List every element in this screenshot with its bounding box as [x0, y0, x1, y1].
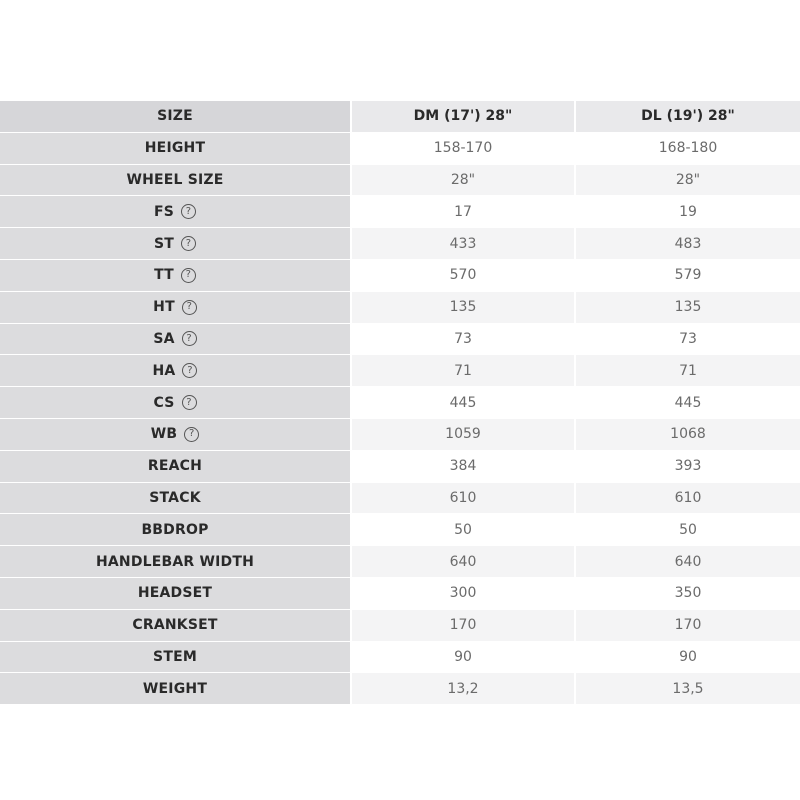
value-dl: 13,5: [576, 673, 800, 704]
table-row: [0, 483, 800, 515]
row-label: TT: [154, 267, 174, 284]
table-row: [0, 165, 800, 197]
value-dm: 610: [352, 483, 576, 514]
value-dm: 13,2: [352, 673, 576, 704]
row-label: HANDLEBAR WIDTH: [95, 553, 255, 570]
value-dl: 350: [576, 578, 800, 609]
row-label-cell: [0, 546, 352, 577]
question-circle-icon[interactable]: ?: [181, 268, 196, 283]
question-circle-icon[interactable]: ?: [184, 427, 199, 442]
value-dl: 483: [576, 228, 800, 259]
row-label-cell: [0, 133, 352, 164]
row-label: WEIGHT: [142, 680, 208, 697]
header-size-label: SIZE: [0, 101, 352, 132]
row-label: CRANKSET: [132, 617, 218, 634]
row-label-cell: [0, 483, 352, 514]
value-dl: 168-180: [576, 133, 800, 164]
table-row: [0, 514, 800, 546]
value-dm: 28": [352, 165, 576, 196]
row-label-cell: [0, 387, 352, 418]
value-dm: 71: [352, 355, 576, 386]
question-circle-icon[interactable]: ?: [182, 363, 197, 378]
question-circle-icon[interactable]: ?: [182, 395, 197, 410]
header-size-dl: DL (19') 28": [576, 101, 800, 132]
table-row: [0, 355, 800, 387]
row-label: REACH: [147, 458, 203, 475]
row-label-cell: [0, 260, 352, 291]
row-label: HT: [153, 299, 175, 316]
value-dm: 384: [352, 451, 576, 482]
value-dm: 90: [352, 642, 576, 673]
question-circle-icon[interactable]: ?: [182, 331, 197, 346]
row-label: FS: [153, 203, 175, 220]
value-dl: 73: [576, 324, 800, 355]
table-row: [0, 419, 800, 451]
value-dm: 300: [352, 578, 576, 609]
value-dm: 445: [352, 387, 576, 418]
value-dl: 28": [576, 165, 800, 196]
row-label: CS: [153, 394, 175, 411]
value-dl: 135: [576, 292, 800, 323]
value-dl: 393: [576, 451, 800, 482]
table-row: [0, 451, 800, 483]
row-label-cell: [0, 642, 352, 673]
value-dm: 135: [352, 292, 576, 323]
question-circle-icon[interactable]: ?: [181, 236, 196, 251]
value-dl: 445: [576, 387, 800, 418]
table-row: [0, 673, 800, 705]
value-dm: 1059: [352, 419, 576, 450]
value-dm: 433: [352, 228, 576, 259]
header-size-dm: DM (17') 28": [352, 101, 576, 132]
value-dl: 1068: [576, 419, 800, 450]
row-label-cell: [0, 165, 352, 196]
value-dl: 90: [576, 642, 800, 673]
row-label-cell: [0, 514, 352, 545]
table-row: [0, 578, 800, 610]
row-label: ST: [153, 235, 175, 252]
table-body: [0, 133, 800, 705]
value-dm: 17: [352, 196, 576, 227]
row-label: BBDROP: [141, 521, 209, 538]
table-row: [0, 324, 800, 356]
geometry-table: [0, 101, 800, 705]
table-row: [0, 642, 800, 674]
row-label-cell: [0, 228, 352, 259]
value-dl: 71: [576, 355, 800, 386]
row-label-cell: [0, 610, 352, 641]
value-dm: 158-170: [352, 133, 576, 164]
table-row: [0, 610, 800, 642]
row-label-cell: [0, 196, 352, 227]
table-row: [0, 133, 800, 165]
row-label: WHEEL SIZE: [126, 171, 224, 188]
question-circle-icon[interactable]: ?: [182, 300, 197, 315]
row-label-cell: [0, 673, 352, 704]
value-dm: 570: [352, 260, 576, 291]
row-label: HA: [152, 362, 176, 379]
row-label-cell: [0, 292, 352, 323]
row-label: HEIGHT: [144, 140, 206, 157]
table-header-row: [0, 101, 800, 133]
value-dl: 170: [576, 610, 800, 641]
table-row: [0, 196, 800, 228]
row-label: WB: [150, 426, 178, 443]
value-dm: 170: [352, 610, 576, 641]
value-dl: 50: [576, 514, 800, 545]
table-row: [0, 292, 800, 324]
value-dl: 19: [576, 196, 800, 227]
row-label-cell: [0, 451, 352, 482]
value-dm: 73: [352, 324, 576, 355]
row-label-cell: [0, 419, 352, 450]
row-label-cell: [0, 324, 352, 355]
row-label-cell: [0, 355, 352, 386]
value-dl: 610: [576, 483, 800, 514]
value-dl: 579: [576, 260, 800, 291]
value-dl: 640: [576, 546, 800, 577]
table-row: [0, 260, 800, 292]
row-label: SA: [153, 330, 175, 347]
row-label: STACK: [149, 489, 201, 506]
table-row: [0, 387, 800, 419]
table-row: [0, 546, 800, 578]
value-dm: 50: [352, 514, 576, 545]
question-circle-icon[interactable]: ?: [181, 204, 196, 219]
row-label: STEM: [153, 648, 197, 665]
row-label-cell: [0, 578, 352, 609]
table-row: [0, 228, 800, 260]
value-dm: 640: [352, 546, 576, 577]
row-label: HEADSET: [137, 585, 213, 602]
